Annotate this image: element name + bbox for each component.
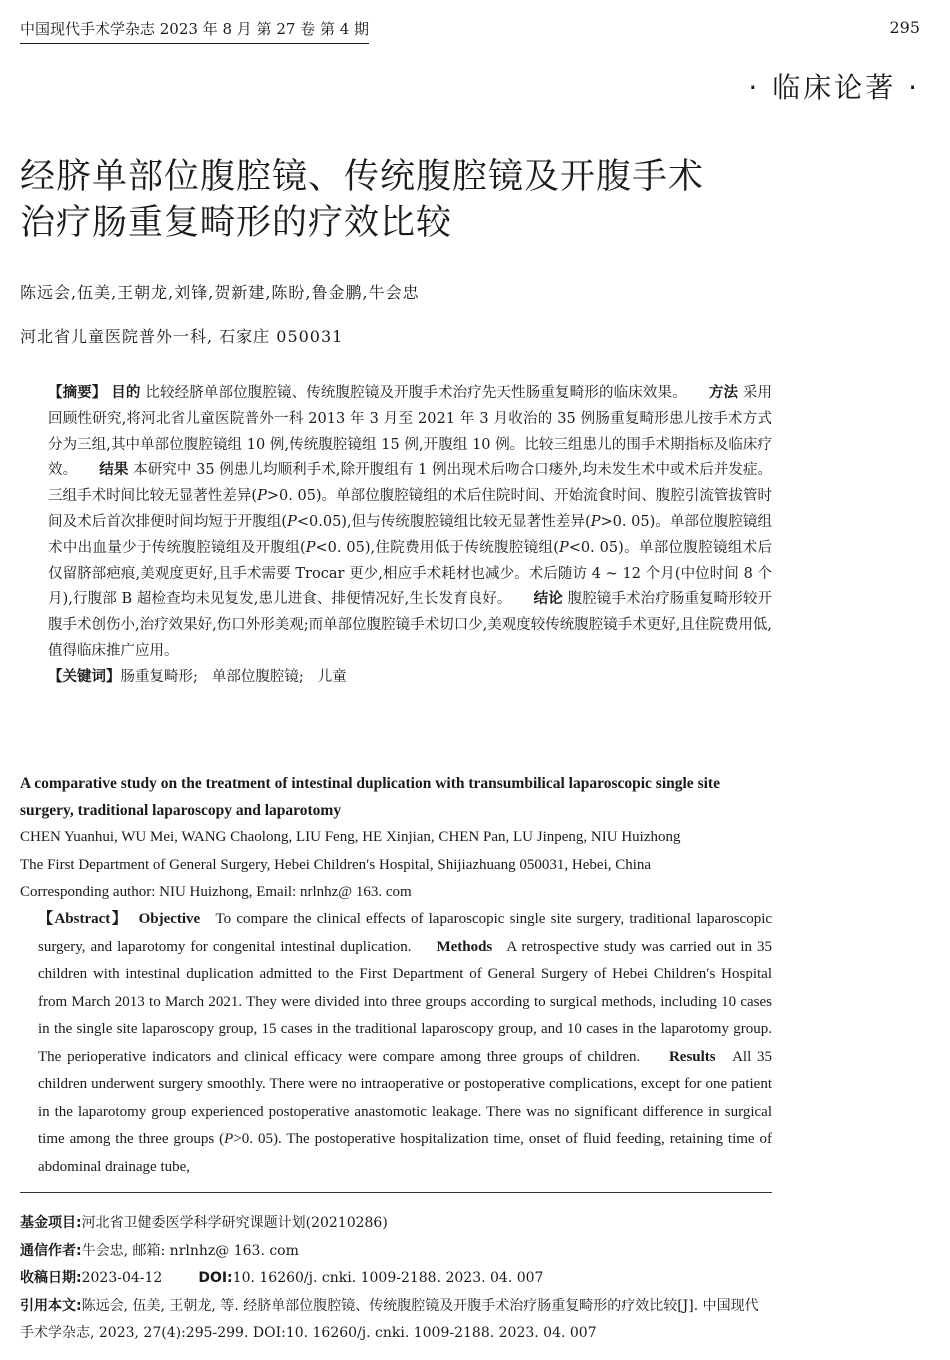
cite-label: 引用本文: xyxy=(20,1297,82,1314)
doi-label: DOI: xyxy=(198,1270,233,1286)
results-text-4: >0. 05)。单部位腹腔镜组术中出血量少于传统腹腔镜组及开腹组( xyxy=(48,513,773,556)
running-header xyxy=(20,18,920,40)
title-line-1: 经脐单部位腹腔镜、传统腹腔镜及开腹手术 xyxy=(20,157,705,197)
corresponding-line xyxy=(20,1238,772,1266)
p-symbol: P xyxy=(590,513,601,530)
doi-text: 10. 16260/j. cnki. 1009-2188. 2023. 04. 007 xyxy=(232,1270,544,1286)
p-symbol: P xyxy=(257,488,267,505)
abstract-cn xyxy=(20,381,772,691)
affiliation-cn: 河北省儿童医院普外一科, 石家庄 050031 xyxy=(20,327,344,346)
english-title: A comparative study on the treatment of intestinal duplication with transumbilical laparoscopic single site surgery, traditional laparoscopy and laparotomy xyxy=(20,775,720,819)
keyword: 单部位腹腔镜; xyxy=(211,668,304,685)
en-objective-label: Objective xyxy=(138,911,201,927)
en-results-label: Results xyxy=(668,1048,716,1065)
english-corresponding: Corresponding author: NIU Huizhong, Email: nrlnhz@ 163. com xyxy=(20,884,412,900)
en-abstract-label: 【Abstract】 xyxy=(38,911,129,927)
keywords-cn xyxy=(20,665,772,691)
received-label: 收稿日期: xyxy=(20,1270,82,1286)
methods-text: 采用回顾性研究,将河北省儿童医院普外一科 2013 年 3 月至 2021 年 3 月收治的 35 例肠重复畸形患儿按手术方式分为三组,其中单部位腹腔镜组 10 例,传统腹腔镜组 15 例,开腹组 10 例。比较三组患儿的围手术期指标及临床疗效。 xyxy=(48,385,773,479)
english-abstract-body xyxy=(20,906,772,1181)
p-symbol: P xyxy=(287,513,297,530)
en-results-text-1: All 35 children underwent surgery smoothly. There were no intraoperative or postoperative complications, except for one patient in the laparotomy group experienced postoperative anastomotic leakage. There was no significant difference in surgical time among the three groups ( xyxy=(38,1048,772,1147)
en-methods-text: A retrospective study was carried out in 35 children with intestinal duplication admitted to the First Department of General Surgery of Hebei Children′s Hospital from March 2013 to March 2021. They were divided into three groups according to surgical methods, including 10 cases in the single site laparoscopy group, 15 cases in the traditional laparoscopy group, and 10 cases in the laparotomy group. The perioperative indicators and clinical efficacy were compare among three groups of children. xyxy=(38,938,773,1065)
objective-text: 比较经脐单部位腹腔镜、传统腹腔镜及开腹手术治疗先天性肠重复畸形的临床效果。 xyxy=(145,385,687,401)
english-meta xyxy=(20,824,772,907)
fund-text: 河北省卫健委医学科学研究课题计划(20210286) xyxy=(81,1215,388,1231)
methods-label: 方法 xyxy=(708,385,739,401)
english-affiliation: The First Department of General Surgery, Hebei Children′s Hospital, Shijiazhuang 050031, Hebei, China xyxy=(20,856,652,873)
fund-label: 基金项目: xyxy=(20,1215,82,1231)
keywords-label: 【关键词】 xyxy=(48,668,121,685)
abstract-cn-body xyxy=(20,381,772,665)
title-line-2: 治疗肠重复畸形的疗效比较 xyxy=(20,203,453,243)
page-number: 295 xyxy=(889,18,920,37)
corresponding-label: 通信作者: xyxy=(20,1242,82,1259)
results-text-1: 本研究中 35 例患儿均顺利手术,除开腹组有 1 例出现术后吻合口瘘外,均未发生术中或术后并发症。三组手术时间比较无显著性差异( xyxy=(48,462,773,505)
conclusion-label: 结论 xyxy=(533,591,563,608)
english-abstract xyxy=(20,906,772,1181)
keyword: 儿童 xyxy=(317,668,347,685)
abstract-label: 【摘要】 xyxy=(48,385,107,401)
results-text-3: <0.05),但与传统腹腔镜组比较无显著性差异( xyxy=(296,513,591,530)
journal-issue: 中国现代手术学杂志 2023 年 8 月 第 27 卷 第 4 期 xyxy=(20,18,369,44)
objective-label: 目的 xyxy=(111,385,141,401)
en-methods-label: Methods xyxy=(436,938,493,955)
results-text-2: >0. 05)。单部位腹腔镜组的术后住院时间、开始流食时间、腹腔引流管拔管时间及术后首次排便时间均短于开腹组( xyxy=(48,488,772,530)
received-date: 2023-04-12 xyxy=(81,1270,163,1286)
cite-text: 陈远会, 伍美, 王朝龙, 等. 经脐单部位腹腔镜、传统腹腔镜及开腹手术治疗肠重复畸形的疗效比较[J]. 中国现代手术学杂志, 2023, 27(4):295-299. DOI:10. 16260/j. cnki. 1009-2188. 2023. 04. 007 xyxy=(20,1297,759,1341)
en-results-text-2: >0. 05). The postoperative hospitalization time, onset of fluid feeding, retaining time of abdominal drainage tube, xyxy=(38,1131,772,1175)
results-text-5: <0. 05),住院费用低于传统腹腔镜组( xyxy=(315,539,559,556)
authors-cn: 陈远会,伍美,王朝龙,刘锋,贺新建,陈盼,鲁金鹏,牛会忠 xyxy=(20,283,420,302)
corresponding-text: 牛会忠, 邮箱: nrlnhz@ 163. com xyxy=(81,1242,299,1259)
cite-line xyxy=(20,1293,772,1348)
p-symbol: P xyxy=(224,1131,234,1147)
results-text-6: <0. 05)。单部位腹腔镜组术后仅留脐部疤痕,美观度更好,且手术需要 Trocar 更少,相应手术耗材也减少。术后随访 4 ~ 12 个月(中位时间 8 个月),行腹部 B 超检查均未见复发,患儿进食、排便情况好,生长发育良好。 xyxy=(48,539,773,608)
results-label: 结果 xyxy=(99,462,129,479)
english-authors: CHEN Yuanhui, WU Mei, WANG Chaolong, LIU Feng, HE Xinjian, CHEN Pan, LU Jinpeng, NIU Huizhong xyxy=(20,829,681,845)
section-label: · 临床论著 · xyxy=(748,71,920,104)
fund-line xyxy=(20,1210,772,1238)
conclusion-text: 腹腔镜手术治疗肠重复畸形较开腹手术创伤小,治疗效果好,伤口外形美观;而单部位腹腔镜手术切口少,美观度较传统腹腔镜手术更好,且住院费用低, 值得临床推广应用。 xyxy=(48,591,773,659)
keyword: 肠重复畸形; xyxy=(120,668,198,685)
p-symbol: P xyxy=(558,539,569,556)
article-title xyxy=(20,154,810,246)
received-line xyxy=(20,1265,772,1293)
en-objective-text: To compare the clinical effects of laparoscopic single site surgery, traditional laparoscopic surgery, and laparotomy for congenital intestinal duplication. xyxy=(38,911,773,955)
footnotes xyxy=(20,1210,772,1348)
p-symbol: P xyxy=(305,539,316,556)
footnote-rule xyxy=(20,1192,772,1193)
